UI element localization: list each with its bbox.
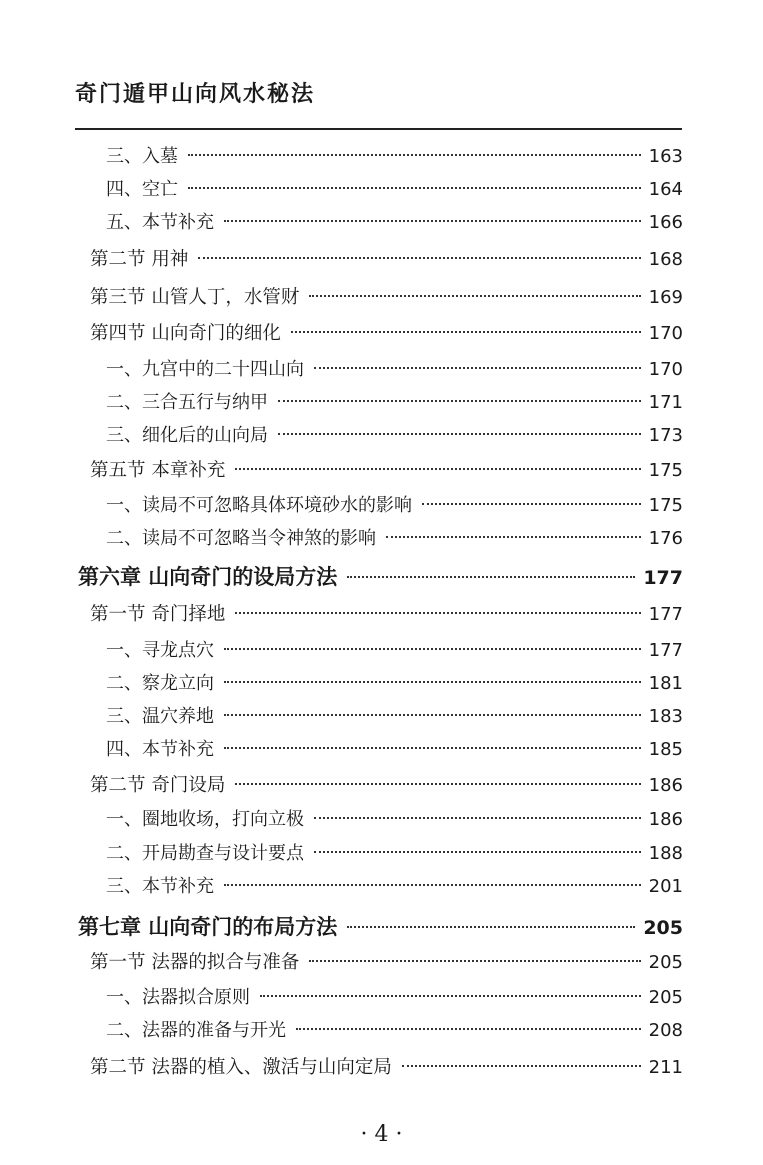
toc-section-entry	[90, 456, 683, 486]
toc-item-entry	[106, 669, 683, 699]
toc-chapter-entry	[78, 562, 683, 592]
toc-entry-page: 175	[648, 495, 683, 516]
toc-entry-title: 一、读局不可忽略具体环境砂水的影响	[106, 495, 412, 516]
toc-entry-title: 三、本节补充	[106, 876, 214, 897]
toc-entry-page: 186	[648, 775, 683, 796]
toc-entry-title: 二、开局勘查与设计要点	[106, 843, 304, 864]
toc-item-entry	[106, 388, 683, 418]
toc-section-entry	[90, 600, 683, 630]
toc-chapter-entry	[78, 912, 683, 942]
dot-leader	[224, 747, 641, 749]
dot-leader	[224, 884, 641, 886]
dot-leader	[347, 576, 635, 578]
dot-leader	[314, 817, 641, 819]
dot-leader	[347, 926, 635, 928]
toc-entry-page: 163	[648, 146, 683, 167]
toc-entry-title: 第二节 用神	[90, 249, 189, 270]
toc-item-entry	[106, 208, 683, 238]
toc-entry-page: 164	[648, 179, 683, 200]
toc-entry-page: 173	[648, 425, 683, 446]
toc-entry-page: 188	[648, 843, 683, 864]
dot-leader	[314, 851, 641, 853]
toc-item-entry	[106, 983, 683, 1013]
toc-section-entry	[90, 1053, 683, 1083]
dot-leader	[402, 1065, 641, 1067]
dot-leader	[278, 433, 641, 435]
toc-item-entry	[106, 1016, 683, 1046]
toc-entry-page: 171	[648, 392, 683, 413]
dot-leader	[224, 714, 641, 716]
toc-entry-title: 第一节 奇门择地	[90, 604, 226, 625]
toc-item-entry	[106, 636, 683, 666]
toc-item-entry	[106, 491, 683, 521]
toc-entry-title: 四、本节补充	[106, 739, 214, 760]
toc-entry-title: 二、三合五行与纳甲	[106, 392, 268, 413]
toc-entry-title: 第三节 山管人丁，水管财	[90, 287, 300, 308]
header-rule	[75, 128, 682, 130]
dot-leader	[224, 648, 641, 650]
toc-entry-title: 第二节 法器的植入、激活与山向定局	[90, 1057, 392, 1078]
toc-entry-title: 四、空亡	[106, 179, 178, 200]
toc-entry-title: 第五节 本章补充	[90, 460, 226, 481]
dot-leader	[188, 187, 641, 189]
toc-entry-page: 170	[648, 323, 683, 344]
dot-leader	[235, 468, 640, 470]
toc-entry-title: 第四节 山向奇门的细化	[90, 323, 281, 344]
dot-leader	[224, 220, 641, 222]
dot-leader	[198, 257, 640, 259]
dot-leader	[422, 503, 641, 505]
dot-leader	[309, 960, 640, 962]
toc-entry-title: 二、法器的准备与开光	[106, 1020, 286, 1041]
toc-section-entry	[90, 319, 683, 349]
dot-leader	[296, 1028, 641, 1030]
toc-entry-page: 177	[643, 567, 683, 589]
toc-entry-page: 208	[648, 1020, 683, 1041]
toc-entry-page: 181	[648, 673, 683, 694]
toc-entry-page: 176	[648, 528, 683, 549]
toc-entry-page: 205	[648, 952, 683, 973]
toc-entry-title: 一、法器拟合原则	[106, 987, 250, 1008]
toc-item-entry	[106, 524, 683, 554]
dot-leader	[278, 400, 641, 402]
toc-entry-title: 五、本节补充	[106, 212, 214, 233]
toc-section-entry	[90, 283, 683, 313]
toc-entry-title: 三、入墓	[106, 146, 178, 167]
toc-entry-title: 一、九宫中的二十四山向	[106, 359, 304, 380]
toc-item-entry	[106, 142, 683, 172]
running-header-title: 奇门遁甲山向风水秘法	[75, 82, 316, 107]
dot-leader	[386, 536, 641, 538]
toc-entry-page: 168	[648, 249, 683, 270]
toc-entry-page: 201	[648, 876, 683, 897]
toc-entry-title: 第一节 法器的拟合与准备	[90, 952, 300, 973]
toc-entry-page: 211	[648, 1057, 683, 1078]
toc-entry-title: 第六章 山向奇门的设局方法	[78, 564, 338, 589]
toc-entry-page: 205	[648, 987, 683, 1008]
dot-leader	[291, 331, 641, 333]
toc-entry-page: 185	[648, 739, 683, 760]
toc-entry-title: 二、察龙立向	[106, 673, 214, 694]
dot-leader	[235, 612, 640, 614]
dot-leader	[314, 367, 641, 369]
toc-entry-page: 177	[648, 640, 683, 661]
toc-item-entry	[106, 175, 683, 205]
toc-entry-page: 166	[648, 212, 683, 233]
toc-entry-title: 三、细化后的山向局	[106, 425, 268, 446]
toc-entry-page: 169	[648, 287, 683, 308]
toc-item-entry	[106, 839, 683, 869]
page-number: · 4 ·	[360, 1122, 403, 1147]
toc-section-entry	[90, 948, 683, 978]
dot-leader	[309, 295, 640, 297]
toc-item-entry	[106, 872, 683, 902]
toc-entry-title: 第二节 奇门设局	[90, 775, 226, 796]
toc-entry-title: 第七章 山向奇门的布局方法	[78, 914, 338, 939]
toc-section-entry	[90, 245, 683, 275]
toc-entry-page: 205	[643, 917, 683, 939]
toc-entry-page: 170	[648, 359, 683, 380]
toc-item-entry	[106, 735, 683, 765]
dot-leader	[224, 681, 641, 683]
toc-entry-title: 一、寻龙点穴	[106, 640, 214, 661]
toc-item-entry	[106, 702, 683, 732]
toc-entry-page: 175	[648, 460, 683, 481]
toc-item-entry	[106, 805, 683, 835]
toc-entry-title: 三、温穴养地	[106, 706, 214, 727]
dot-leader	[188, 154, 641, 156]
toc-entry-page: 177	[648, 604, 683, 625]
toc-entry-page: 186	[648, 809, 683, 830]
dot-leader	[260, 995, 641, 997]
toc-entry-title: 二、读局不可忽略当令神煞的影响	[106, 528, 376, 549]
toc-item-entry	[106, 355, 683, 385]
toc-section-entry	[90, 771, 683, 801]
toc-entry-title: 一、圈地收场，打向立极	[106, 809, 304, 830]
toc-entry-page: 183	[648, 706, 683, 727]
dot-leader	[235, 783, 640, 785]
toc-item-entry	[106, 421, 683, 451]
